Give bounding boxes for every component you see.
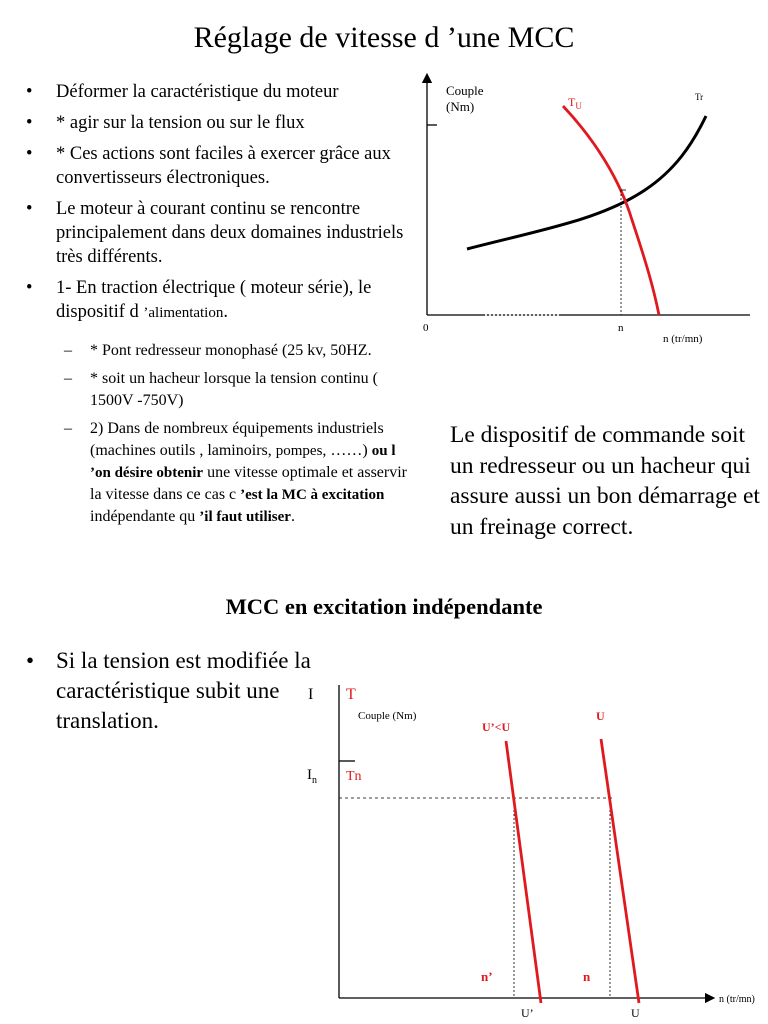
dash-icon: – (64, 370, 72, 387)
torque-speed-chart (410, 70, 760, 360)
x-axis-label: n (tr/mn) (663, 333, 703, 345)
list-item: • Le moteur à courant continu se rencontre principalement dans deux domaines industriels très différents. (26, 199, 404, 267)
sub-list-item: – * Pont redresseur monophasé (25 kv, 50HZ. (58, 340, 408, 362)
dash-icon: – (64, 342, 72, 359)
x-axis-label: n (tr/mn) (719, 994, 755, 1005)
n-label: n (583, 969, 591, 984)
bullet-icon: • (26, 278, 33, 298)
command-device-paragraph: Le dispositif de commande soit un redresseur ou un hacheur qui assure aussi un bon démarrage et un freinage correct. (450, 422, 760, 540)
tu-curve-label: $T_U$ (568, 95, 582, 111)
list-item: • 1- En traction électrique ( moteur série), le dispositif d ’alimentation. (26, 278, 372, 322)
bullet-list (18, 80, 418, 332)
current-axis-label: I (308, 686, 314, 703)
sub-bullet-list (58, 340, 408, 534)
y-axis-label-line1: Couple (446, 83, 484, 98)
tr-curve-label: Tr (695, 92, 704, 102)
bullet-icon: • (26, 144, 33, 164)
list-item: • Déformer la caractéristique du moteur (26, 82, 339, 102)
tu-curve (563, 106, 659, 315)
sub-list-item: – * soit un hacheur lorsque la tension continu ( 1500V -750V) (64, 370, 378, 409)
n-tick-label: n (618, 322, 624, 334)
u-prime-lt-u-label: U’<U (482, 720, 511, 734)
u-prime-curve (506, 741, 541, 1003)
nominal-torque-label: Tn (346, 769, 362, 784)
bullet-icon: • (26, 648, 35, 673)
origin-label: 0 (423, 322, 429, 334)
bullet-icon: • (26, 199, 33, 219)
u-prime-bottom-label: U’ (521, 1006, 534, 1020)
nominal-current-label: $I_n$ (307, 767, 317, 786)
bullet-icon: • (26, 113, 33, 133)
u-bottom-label: U (631, 1006, 640, 1020)
section-subtitle: MCC en excitation indépendante (225, 594, 543, 619)
n-prime-label: n’ (481, 969, 493, 984)
y-axis-label: Couple (Nm) (358, 710, 417, 722)
u-curve (601, 739, 639, 1003)
page-title: Réglage de vitesse d ’une MCC (193, 21, 575, 54)
bullet-icon: • (26, 82, 33, 102)
tr-curve (467, 116, 706, 249)
voltage-translation-chart (300, 675, 768, 1024)
list-item: • * agir sur la tension ou sur le flux (26, 113, 305, 133)
dash-icon: – (64, 420, 72, 437)
torque-axis-label: T (346, 686, 356, 703)
y-axis-label-line2: (Nm) (446, 99, 475, 114)
list-item: • * Ces actions sont faciles à exercer grâce aux convertisseurs électroniques. (26, 144, 391, 188)
u-label: U (596, 709, 605, 723)
sub-list-item: – 2) Dans de nombreux équipements industriels (machines outils , laminoirs, pompes, ……) ou l ’on désire obtenir une vitesse optimale et asservir la vitesse dans ce cas c ’est la MC à excitation indépendante qu ’il faut utiliser. (64, 420, 407, 525)
